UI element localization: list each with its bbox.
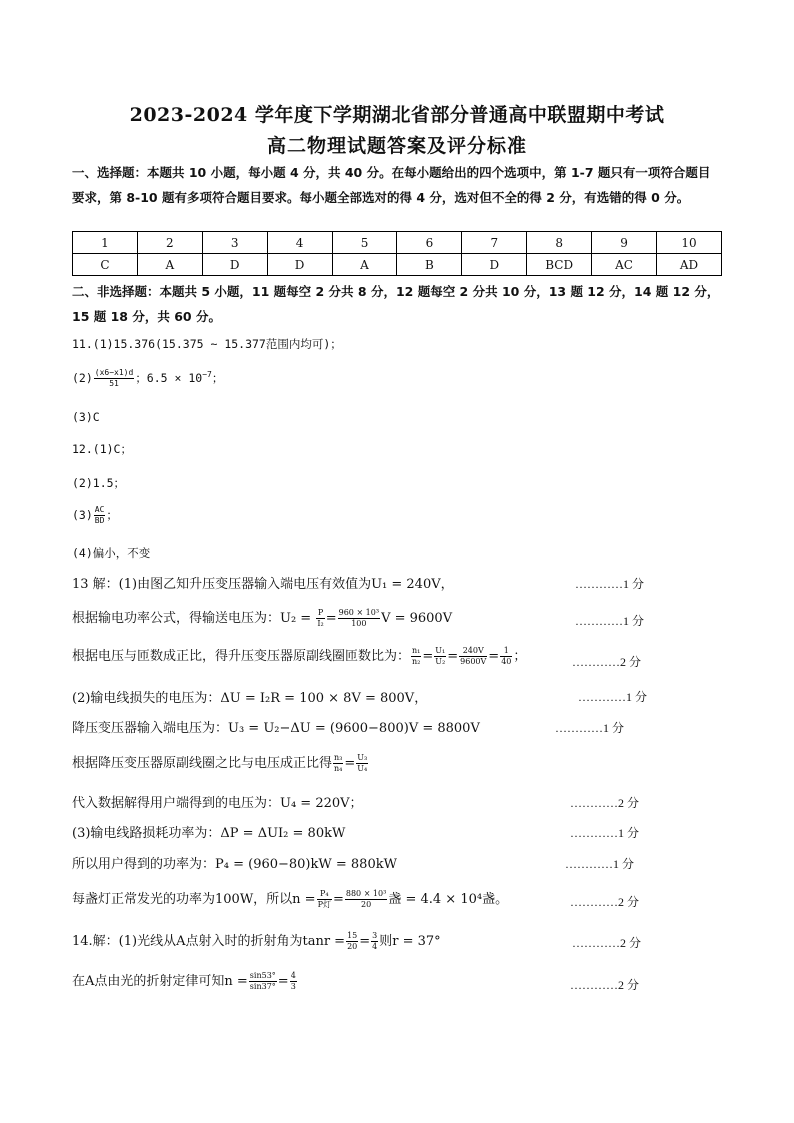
frac-num: 4 [290, 971, 296, 980]
table-cell: BCD [527, 254, 592, 276]
frac-num: (x6−x1)d [94, 368, 134, 377]
table-cell: 3 [202, 232, 267, 254]
q11-l2-suffix: ；6.5 × 10 [135, 371, 203, 385]
fraction [333, 753, 343, 774]
table-cell: A [332, 254, 397, 276]
fraction [249, 971, 277, 992]
score-mark: …………2 分 [570, 978, 640, 992]
score-mark: …………1 分 [575, 577, 645, 591]
table-cell: 5 [332, 232, 397, 254]
table-cell: 1 [73, 232, 138, 254]
q11-l2-prefix: (2) [72, 371, 93, 385]
frac-den: I₂ [317, 619, 324, 628]
table-cell: 2 [137, 232, 202, 254]
frac-num: 880 × 10³ [345, 889, 387, 898]
score-mark: …………1 分 [555, 721, 625, 735]
frac-den: 3 [290, 982, 296, 991]
q13-l10-text: 每盏灯正常发光的功率为100W，所以n = [72, 892, 316, 907]
fraction [434, 646, 446, 667]
q13-l3-text: 根据电压与匝数成正比，得升压变压器原副线圈匝数比为： [72, 649, 411, 664]
q11-l2-end: ； [211, 371, 224, 385]
q14-line1: 14.解：(1)光线从A点射入时的折射角为tanr = $\frac{15}{20}$ = $\frac{3}{4}$ 则r = 37° [72, 931, 441, 951]
answer-table-answer-row [73, 254, 722, 276]
frac-num: n₃ [334, 753, 343, 762]
frac-den: 51 [109, 379, 119, 388]
q13-l3-end: ； [513, 649, 527, 664]
q13-line4: (2)输电线损失的电压为：ΔU = I₂R = 100 × 8V = 800V， [72, 691, 428, 706]
q11-l2-exponent: −7 [202, 370, 212, 380]
q14-l1-result: 则r = 37° [379, 934, 441, 949]
equals-sign: = [325, 611, 337, 626]
frac-num: n₁ [412, 646, 421, 655]
answer-table [72, 231, 722, 276]
q11-line2 [72, 368, 223, 389]
section2-instructions: 二、非选择题：本题共 5 小题，11 题每空 2 分共 8 分，12 题每空 2 分共 10 分，13 题 12 分，14 题 12 分，15 题 18 分，共 60 分。 [72, 284, 720, 324]
q13-line9: 所以用户得到的功率为：P₄ = (960−80)kW = 880kW [72, 857, 397, 872]
q13-line3: 根据电压与匝数成正比，得升压变压器原副线圈匝数比为： $\frac{\text{n₁}}{\text{n₂}}$ = $\frac{\text{U₁}}{\text{U₂}}$ = $\frac{240V}{9600V}$ = $\frac{1}{40}$ ； [72, 646, 527, 666]
score-mark: …………2 分 [572, 655, 642, 669]
frac-num: 1 [500, 646, 512, 657]
table-cell: AD [657, 254, 722, 276]
q14-l1-text: 14.解：(1)光线从A点射入时的折射角为tanr = [72, 934, 346, 949]
frac-den: 100 [351, 619, 367, 628]
q11-line1: 11.(1)15.376(15.375 ~ 15.377范围内均可)； [72, 337, 342, 351]
q14-l2-text: 在A点由光的折射定律可知n = [72, 974, 248, 989]
table-cell: 9 [592, 232, 657, 254]
frac-num: 240V [459, 646, 487, 657]
score-mark: …………2 分 [570, 895, 640, 909]
frac-num: U₁ [435, 646, 446, 655]
fraction [356, 753, 368, 774]
frac-num: AC [94, 505, 105, 514]
q13-line10: 每盏灯正常发光的功率为100W，所以n = $\frac{\text{P₄}}{\text{P灯}}$ = $\frac{\text{880 × 10³}}{20}$ 盏 = 4.4 × 10⁴盏。 [72, 889, 509, 909]
frac-num: 3 [372, 931, 378, 940]
table-cell: B [397, 254, 462, 276]
score-mark: …………2 分 [570, 796, 640, 810]
q12-line1: 12.(1)C； [72, 442, 132, 456]
frac-den: n₂ [412, 657, 421, 666]
frac-den: 20 [361, 900, 372, 909]
fraction [346, 931, 358, 952]
frac-den: P灯 [317, 900, 331, 909]
score-mark: …………1 分 [575, 614, 645, 628]
q13-l6-text: 根据降压变压器原副线圈之比与电压成正比得 [72, 756, 333, 771]
q12-fraction [94, 505, 106, 526]
q13-line6: 根据降压变压器原副线圈之比与电压成正比得 $\frac{\text{n₃}}{\text{n₄}}$ = $\frac{\text{U₃}}{\text{U₄}}$ [72, 753, 368, 773]
table-cell: C [73, 254, 138, 276]
table-cell: 7 [462, 232, 527, 254]
q12-l3-end: ； [106, 508, 118, 522]
q12-line4: (4)偏小，不变 [72, 546, 151, 560]
frac-den: BD [94, 516, 105, 525]
q12-line3 [72, 505, 118, 526]
fraction [411, 646, 421, 667]
fraction [459, 646, 487, 667]
table-cell: AC [592, 254, 657, 276]
q14-line2: 在A点由光的折射定律可知n = $\frac{\sin 53^\circ}{\sin 37^\circ}$ = $\frac{4}{3}$ [72, 971, 296, 991]
score-mark: …………1 分 [565, 857, 635, 871]
fraction [371, 931, 378, 952]
score-mark: …………2 分 [572, 936, 642, 950]
q11-line3: (3)C [72, 410, 100, 424]
frac-den: 40 [501, 657, 512, 666]
table-cell: 6 [397, 232, 462, 254]
q13-line1: 13 解：(1)由图乙知升压变压器输入端电压有效值为U₁ = 240V， [72, 577, 454, 592]
frac-den: U₂ [435, 657, 446, 666]
frac-den: U₄ [357, 764, 368, 773]
q12-line2: (2)1.5； [72, 476, 126, 490]
section1-instructions: 一、选择题：本题共 10 小题，每小题 4 分，共 40 分。在每小题给出的四个选项中，第 1-7 题只有一项符合题目要求，第 8-10 题有多项符合题目要求。每小题全部选对的得 4 分，选对但不全的得 2 分，有选错的得 0 分。 [72, 165, 711, 205]
fraction [500, 646, 512, 667]
table-cell: 10 [657, 232, 722, 254]
page-title: 2023-2024 学年度下学期湖北省部分普通高中联盟期中考试 [129, 104, 665, 126]
table-cell: 8 [527, 232, 592, 254]
frac-num: P [317, 608, 324, 617]
q13-line2 [72, 607, 452, 629]
frac-num: P₄ [317, 889, 332, 900]
q13-l2-text: 根据输电功率公式，得输送电压为：U₂ = [72, 611, 312, 626]
answer-table-number-row [73, 232, 722, 254]
q13-line7: 代入数据解得用户端得到的电压为：U₄ = 220V； [72, 796, 363, 811]
frac-den: 4 [372, 942, 378, 951]
frac-num: 960 × 10³ [338, 608, 380, 617]
fraction [338, 608, 380, 629]
fraction [290, 971, 297, 992]
table-cell: D [267, 254, 332, 276]
frac-den: sin37° [249, 982, 276, 991]
fraction [317, 889, 332, 910]
q12-l3-prefix: (3) [72, 508, 93, 522]
fraction [316, 608, 324, 629]
page-subtitle: 高二物理试题答案及评分标准 [266, 135, 527, 157]
q13-l2-result: V = 9600V [381, 611, 453, 626]
frac-num: U₃ [357, 753, 368, 762]
q11-fraction [94, 368, 135, 389]
q13-line5: 降压变压器输入端电压为：U₃ = U₂−ΔU = (9600−800)V = 8800V [72, 721, 480, 736]
frac-den: 9600V [460, 657, 487, 666]
table-cell: A [137, 254, 202, 276]
score-mark: …………1 分 [570, 826, 640, 840]
q13-l10-result: 盏 = 4.4 × 10⁴盏。 [388, 892, 509, 907]
frac-den: 20 [347, 942, 358, 951]
table-cell: D [202, 254, 267, 276]
table-cell: D [462, 254, 527, 276]
frac-num: sin53° [249, 971, 276, 980]
q13-line8: (3)输电线路损耗功率为：ΔP = ΔUI₂ = 80kW [72, 826, 346, 841]
frac-num: 15 [347, 931, 358, 940]
score-mark: …………1 分 [578, 690, 648, 704]
frac-den: n₄ [334, 764, 343, 773]
fraction [345, 889, 387, 910]
table-cell: 4 [267, 232, 332, 254]
